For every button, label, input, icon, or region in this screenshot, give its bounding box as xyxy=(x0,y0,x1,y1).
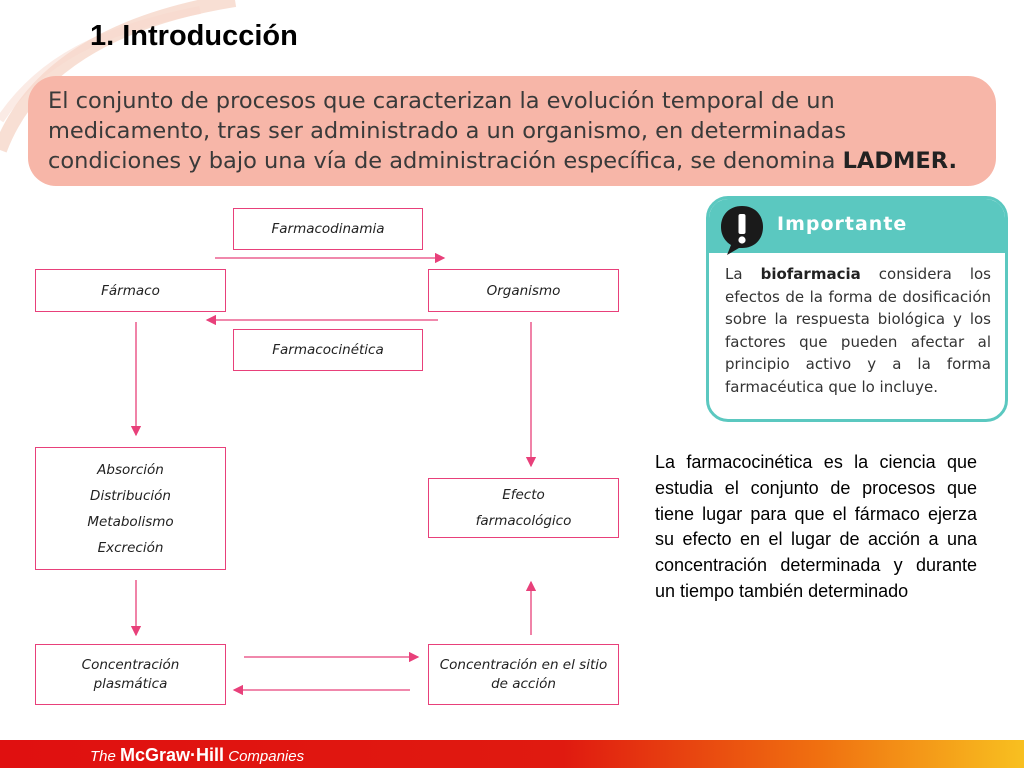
importante-box xyxy=(706,196,1008,422)
node-efecto-farmacologico: Efecto farmacológico xyxy=(428,478,619,538)
page-title: 1. Introducción xyxy=(90,20,298,52)
node-absorcion-distribucion: Absorción Distribución Metabolismo Excreción xyxy=(35,447,226,570)
node-concentracion-sitio: Concentración en el sitio de acción xyxy=(428,644,619,705)
footer-logo: The McGraw·Hill Companies xyxy=(90,745,305,765)
importante-body: La biofarmacia considera los efectos de la forma de dosificación sobre la respuesta biológica y los factores que pueden afectar al principio activo y a la forma farmacéutica que lo incluye. xyxy=(725,265,991,396)
farmacocinetica-paragraph: La farmacocinética es la ciencia que estudia el conjunto de procesos que tiene lugar para que el fármaco ejerza su efecto en el lugar de acción a una concentración determinada y durante un tiempo también determinado xyxy=(655,452,977,601)
definition-text: El conjunto de procesos que caracterizan la evolución temporal de un medicamento, tras ser administrado a un organismo, en determinadas condiciones y bajo una vía de administración específica, se denomina xyxy=(48,88,847,174)
exclamation-icon xyxy=(717,203,767,257)
node-farmaco: Fármaco xyxy=(35,269,226,312)
node-concentracion-plasmatica: Concentración plasmática xyxy=(35,644,226,705)
definition-box xyxy=(28,76,996,186)
node-organismo: Organismo xyxy=(428,269,619,312)
definition-term: LADMER. xyxy=(842,148,958,174)
node-farmacocinetica: Farmacocinética xyxy=(233,329,423,371)
importante-heading: Importante xyxy=(777,213,908,235)
footer-bar xyxy=(0,740,1024,768)
ladmer-diagram xyxy=(0,190,650,730)
node-farmacodinamia: Farmacodinamia xyxy=(233,208,423,250)
